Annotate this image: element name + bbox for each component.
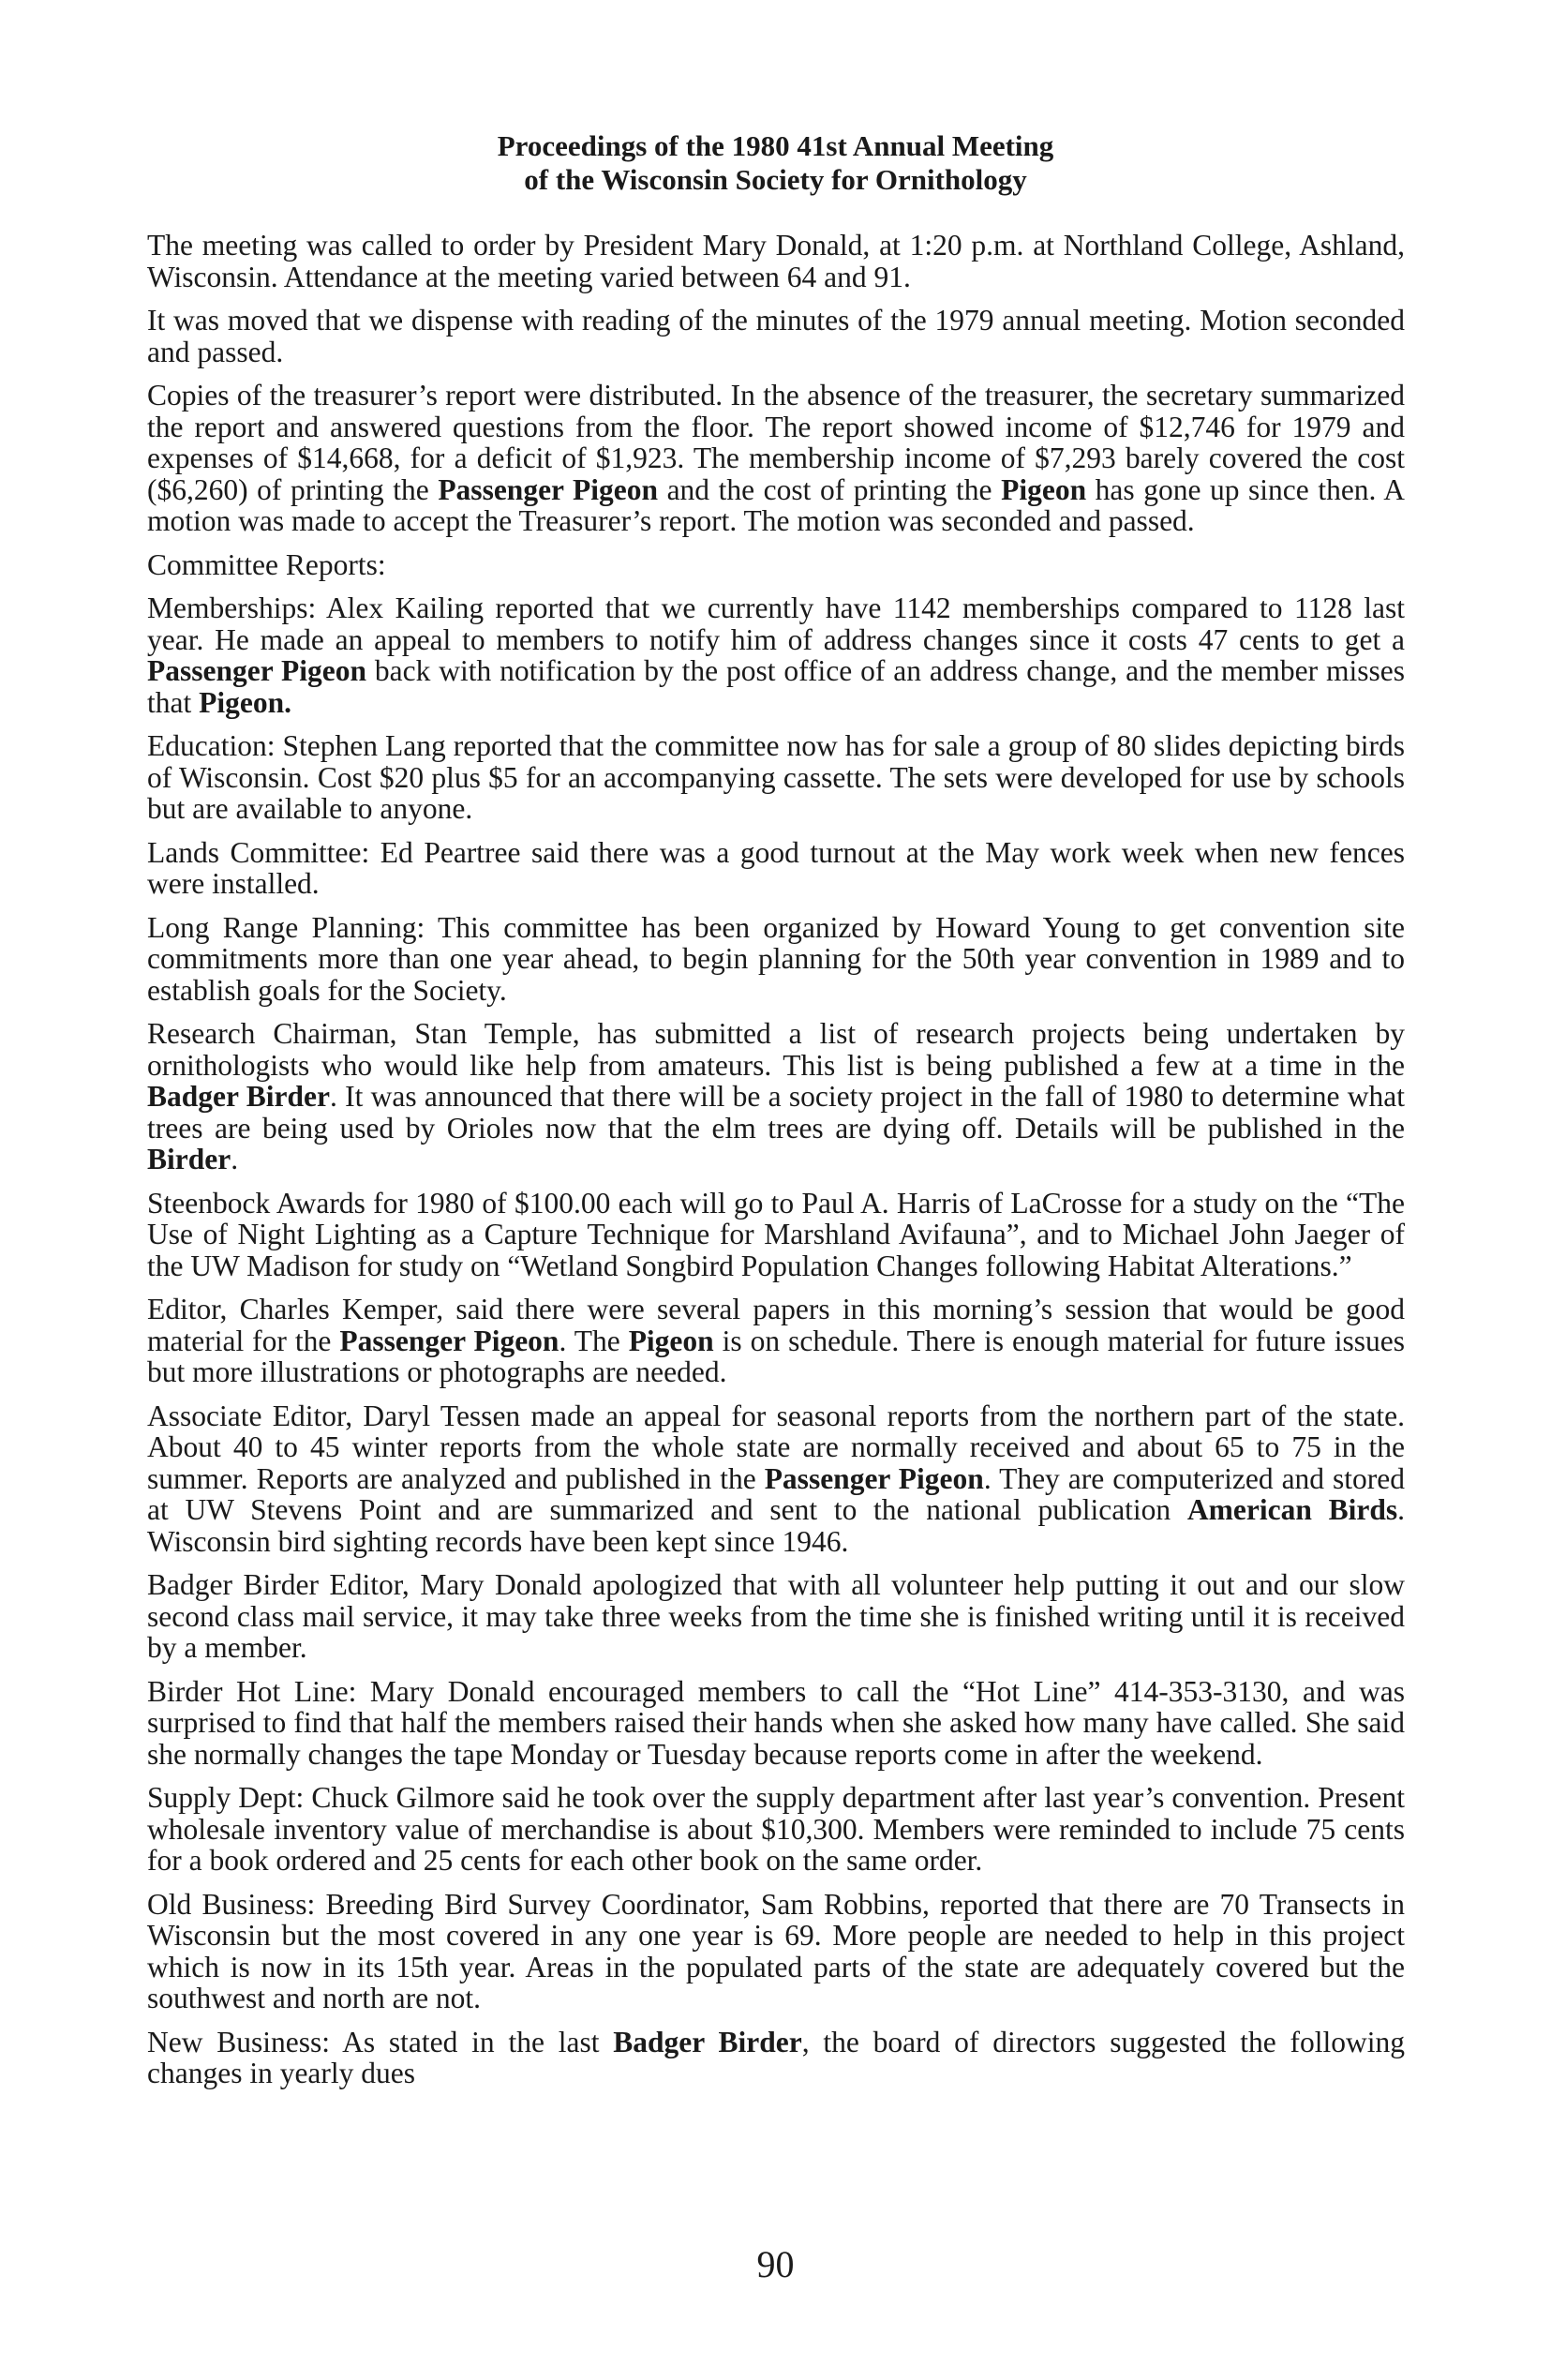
text-run: New Business: As stated in the last [147, 2025, 614, 2058]
paragraph [147, 305, 1405, 367]
bold-title-run: Pigeon. [199, 685, 291, 719]
paragraph [147, 912, 1405, 1007]
bold-title-run: Passenger Pigeon [147, 654, 367, 687]
bold-title-run: Passenger Pigeon [339, 1324, 559, 1357]
paragraph [147, 592, 1405, 718]
text-run: . Wisconsin bird sighting records have been kept since 1946. [147, 1493, 1405, 1558]
bold-title-run: Passenger Pigeon [438, 472, 659, 506]
bold-title-run: American Birds [1186, 1493, 1398, 1526]
text-run: and the cost of printing the [658, 472, 1002, 506]
text-run: Research Chairman, Stan Temple, has submitted a list of research projects being undertaken by ornithologists who would like help from amateurs. This list is being published a few at a time in the [147, 1017, 1405, 1082]
text-run: , the board of directors suggested the following changes in yearly dues [147, 2025, 1405, 2089]
title-line-2: of the Wisconsin Society for Ornithology [524, 163, 1027, 196]
bold-title-run: Passenger Pigeon [764, 1461, 984, 1495]
paragraph [147, 1889, 1405, 2014]
bold-title-run: Pigeon [1001, 472, 1087, 506]
text-run: . It was announced that there will be a society project in the fall of 1980 to determine what trees are being used by Orioles now that the elm trees are dying off. Details will be published in the [147, 1080, 1405, 1145]
bold-title-run: Badger Birder [613, 2025, 802, 2058]
paragraph [147, 380, 1405, 537]
text-run: . [231, 1143, 239, 1175]
paragraph [147, 1400, 1405, 1558]
paragraph [147, 1018, 1405, 1175]
text-run: Memberships: Alex Kailing reported that we currently have 1142 memberships compared to 1128 last year. He made an appeal to members to notify him of address changes since it costs 47 cents to get a [147, 591, 1405, 656]
text-run: Copies of the treasurer’s report were distributed. In the absence of the treasurer, the secretary summarized the report and answered questions from the floor. The report showed income of $12,746 for 1979 and expenses of $14,668, for a deficit of $1,923. The membership income of $7,293 barely covered the cost ($6,260) of printing the [147, 379, 1405, 506]
document-body [147, 230, 1405, 2102]
text-run: Committee Reports: [147, 547, 386, 581]
text-run: The meeting was called to order by President Mary Donald, at 1:20 p.m. at Northland College, Ashland, Wisconsin. Attendance at the meeting varied between 64 and 91. [147, 229, 1405, 293]
text-run: Birder Hot Line: Mary Donald encouraged members to call the “Hot Line” 414-353-3130, and was surprised to find that half the members raised their hands when she asked how many have called. She said she normally changes the tape Monday or Tuesday because reports come in after the weekend. [147, 1674, 1405, 1771]
bold-title-run: Birder [147, 1143, 231, 1175]
paragraph [147, 1188, 1405, 1282]
text-run: Old Business: Breeding Bird Survey Coordinator, Sam Robbins, reported that there are 70 Transects in Wisconsin but the most covered in any one year is 69. More people are needed to help in this project which is now in its 15th year. Areas in the populated parts of the state are adequately covered but the southwest and north are not. [147, 1887, 1405, 2014]
paragraph [147, 2027, 1405, 2089]
bold-title-run: Badger Birder [147, 1080, 330, 1113]
paragraph [147, 230, 1405, 292]
paragraph [147, 1676, 1405, 1771]
text-run: Steenbock Awards for 1980 of $100.00 each will go to Paul A. Harris of LaCrosse for a study on the “The Use of Night Lighting as a Capture Technique for Marshland Avifauna”, and to Michael John Jaeger of the UW Madison for study on “Wetland Songbird Population Changes following Habitat Alterations.” [147, 1186, 1405, 1282]
document-title [0, 129, 1551, 197]
paragraph [147, 1294, 1405, 1388]
text-run: It was moved that we dispense with reading of the minutes of the 1979 annual meeting. Motion seconded and passed. [147, 304, 1405, 368]
page-number: 90 [756, 2243, 795, 2285]
paragraph [147, 549, 1405, 581]
text-run: Supply Dept: Chuck Gilmore said he took over the supply department after last year’s convention. Present wholesale inventory value of merchandise is about $10,300. Members were reminded to include 75 cents for a book ordered and 25 cents for each other book on the same order. [147, 1781, 1405, 1877]
text-run: . They are computerized and stored at UW Stevens Point and are summarized and sent to the national publication [147, 1461, 1406, 1526]
paragraph [147, 730, 1405, 825]
paragraph [147, 1782, 1405, 1877]
text-run: Associate Editor, Daryl Tessen made an appeal for seasonal reports from the northern part of the state. About 40 to 45 winter reports from the whole state are normally received and about 65 to 75 in the summer. Reports are analyzed and published in the [147, 1399, 1405, 1495]
text-run: back with notification by the post office of an address change, and the member misses that [147, 654, 1405, 719]
text-run: has gone up since then. A motion was made to accept the Treasurer’s report. The motion was seconded and passed. [147, 472, 1405, 537]
text-run: Badger Birder Editor, Mary Donald apologized that with all volunteer help putting it out and our slow second class mail service, it may take three weeks from the time she is finished writing until it is received by a member. [147, 1568, 1405, 1664]
bold-title-run: Pigeon [628, 1324, 714, 1357]
text-run: is on schedule. There is enough material for future issues but more illustrations or photographs are needed. [147, 1324, 1405, 1388]
text-run: Education: Stephen Lang reported that the committee now has for sale a group of 80 slides depicting birds of Wisconsin. Cost $20 plus $5 for an accompanying cassette. The sets were developed for use by schools but are available to anyone. [147, 729, 1405, 825]
text-run: Editor, Charles Kemper, said there were several papers in this morning’s session that would be good material for the [147, 1293, 1405, 1357]
title-line-1: Proceedings of the 1980 41st Annual Meeting [497, 129, 1054, 162]
paragraph [147, 1569, 1405, 1664]
paragraph [147, 837, 1405, 900]
text-run: Lands Committee: Ed Peartree said there was a good turnout at the May work week when new fences were installed. [147, 835, 1405, 900]
text-run: Long Range Planning: This committee has been organized by Howard Young to get convention site commitments more than one year ahead, to begin planning for the 50th year convention in 1989 and to establish goals for the Society. [147, 910, 1405, 1007]
text-run: . The [559, 1324, 629, 1357]
